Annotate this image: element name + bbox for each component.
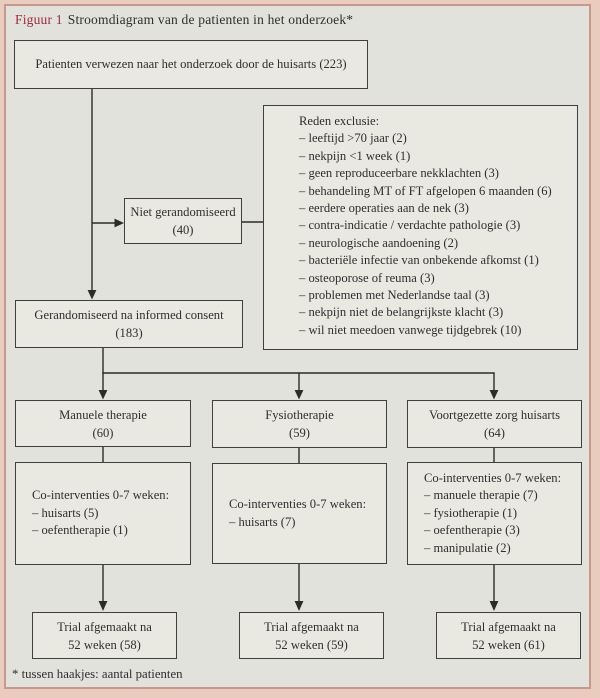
figure-label: Figuur 1 [15, 12, 63, 27]
box-line: – neurologische aandoening (2) [299, 235, 459, 250]
box-line: – nekpijn <1 week (1) [299, 148, 411, 163]
box-line: – huisarts (7) [229, 514, 296, 529]
box-line: Gerandomiseerd na informed consent [34, 308, 224, 322]
box-line: – osteoporose of reuma (3) [299, 270, 435, 285]
box-line: – manipulatie (2) [424, 540, 511, 555]
box-line: – leeftijd >70 jaar (2) [299, 131, 407, 146]
box-line: – bacteriële infectie van onbekende afkomst (1) [299, 253, 539, 268]
box-co-interventions-manual-therapy [15, 462, 191, 565]
box-line: – nekpijn niet de belangrijkste klacht (3) [299, 305, 504, 320]
box-line: Co-interventies 0-7 weken: [32, 488, 170, 503]
box-line: – fysiotherapie (1) [424, 505, 518, 520]
box-line: – huisarts (5) [32, 505, 99, 520]
box-line: (183) [115, 326, 143, 340]
box-line: (40) [172, 223, 194, 237]
box-not-randomized [124, 198, 242, 244]
box-line: Trial afgemaakt na [57, 619, 152, 634]
box-line: 52 weken (58) [68, 637, 141, 652]
box-line: – behandeling MT of FT afgelopen 6 maanden (6) [299, 183, 552, 198]
box-exclusion-reasons [263, 105, 578, 350]
connector-co-interventions-to-trial [99, 564, 499, 611]
box-randomized [15, 300, 243, 348]
figure-footnote: * tussen haakjes: aantal patienten [12, 667, 183, 681]
box-line: Co-interventies 0-7 weken: [229, 497, 367, 511]
box-arm-manual-therapy [15, 400, 191, 447]
box-co-interventions-physiotherapy [212, 463, 387, 564]
connector-referred-to-randomized [88, 89, 97, 300]
box-arm-physiotherapy [212, 400, 387, 448]
box-line: Patienten verwezen naar het onderzoek door de huisarts (223) [35, 56, 347, 71]
connector-branch-to-not-randomized [92, 219, 124, 228]
box-line: – contra-indicatie / verdachte pathologie (3) [299, 218, 521, 233]
box-line: 52 weken (61) [472, 637, 545, 652]
box-line: – oefentherapie (3) [424, 523, 520, 538]
box-line: – manuele therapie (7) [424, 488, 538, 503]
box-line: Trial afgemaakt na [461, 619, 556, 634]
box-line: Trial afgemaakt na [264, 619, 359, 634]
box-line: Manuele therapie [59, 407, 147, 422]
box-line: – oefentherapie (1) [32, 523, 128, 538]
box-line: Reden exclusie: [299, 114, 380, 128]
box-line: (59) [289, 426, 310, 440]
box-line: Fysiotherapie [265, 408, 334, 422]
box-line: – wil niet meedoen vanwege tijdgebrek (10) [299, 322, 522, 337]
box-line: – eerdere operaties aan de nek (3) [299, 201, 469, 216]
box-patients-referred [14, 40, 368, 89]
figure-caption-text: Stroomdiagram van de patienten in het onderzoek* [67, 12, 354, 27]
box-arm-gp-care [407, 400, 582, 448]
box-line: Niet gerandomiseerd [130, 205, 236, 219]
box-line: – geen reproduceerbare nekklachten (3) [299, 166, 499, 181]
box-trial-completed-gp-care [436, 612, 581, 659]
box-line: Co-interventies 0-7 weken: [424, 470, 562, 485]
box-line: (64) [484, 426, 505, 440]
box-line: (60) [92, 425, 114, 440]
box-trial-completed-manual-therapy [32, 612, 177, 659]
connector-randomized-to-arms [99, 348, 499, 400]
box-co-interventions-gp-care [407, 462, 582, 565]
box-line: – problemen met Nederlandse taal (3) [299, 288, 490, 303]
box-trial-completed-physiotherapy [239, 612, 384, 659]
connector-arms-to-co-interventions [103, 447, 494, 463]
box-line: Voortgezette zorg huisarts [428, 408, 561, 422]
box-line: 52 weken (59) [275, 637, 348, 652]
